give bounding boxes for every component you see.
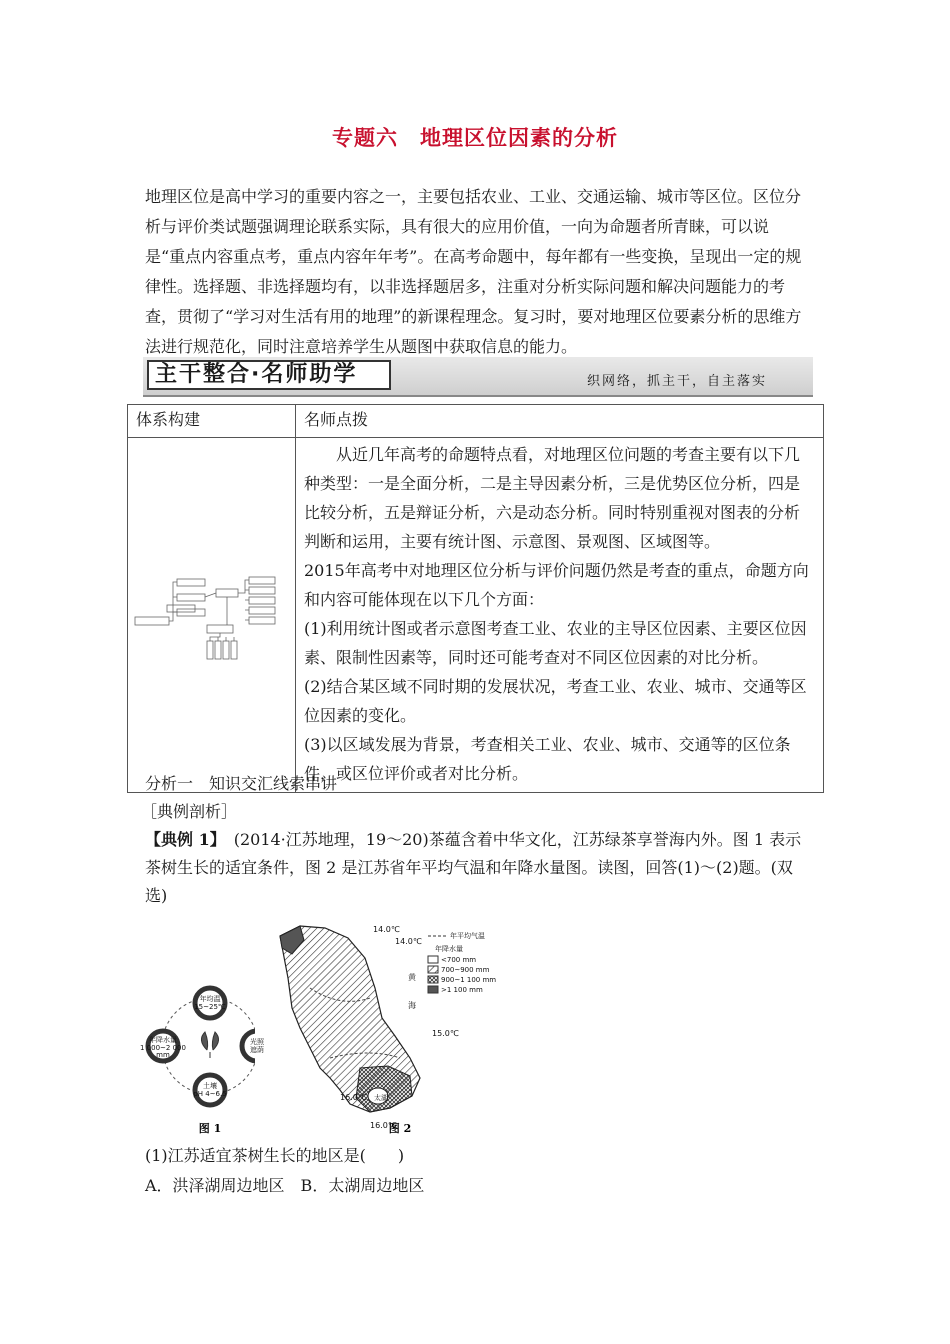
fig2-legend-title: 年降水量 bbox=[435, 945, 463, 953]
svg-text:遮荫: 遮荫 bbox=[250, 1046, 264, 1054]
tips-paragraph-5: (3)以区域发展为背景，考查相关工业、农业、城市、交通等的区位条件，或区位评价或者对比分析。 bbox=[304, 735, 791, 783]
fig1-item-rain: 年降水量 bbox=[149, 1036, 177, 1044]
analysis-heading: 分析一 知识交汇线索串讲 bbox=[145, 774, 338, 793]
figures bbox=[135, 918, 515, 1143]
tips-cell bbox=[296, 438, 824, 793]
intro-paragraph: 地理区位是高中学习的重要内容之一，主要包括农业、工业、交通运输、城市等区位。区位分析与评价类试题强调理论联系实际，具有很大的应用价值，一向为命题者所青睐，可以说是“重点内容重点考，重点内容年年考”。在高考命题中，每年都有一些变换，呈现出一定的规律性。选择题、非选择题均有，以非选择题居多，注重对分析实际问题和解决问题能力的考查，贯彻了“学习对生活有用的地理”的新课程理念。复习时，要对地理区位要素分析的思维方法进行规范化，同时注意培养学生从题图中获取信息的能力。 bbox=[145, 187, 802, 356]
figure-1-caption: 图 1 bbox=[198, 1122, 222, 1135]
question-1: (1)江苏适宜茶树生长的地区是( ) bbox=[145, 1146, 405, 1165]
table-header-tips: 名师点拨 bbox=[296, 405, 824, 438]
table-header-system: 体系构建 bbox=[128, 405, 296, 438]
example-label: 【典例 1】 bbox=[145, 830, 218, 849]
page-title: 专题六 地理区位因素的分析 bbox=[332, 126, 618, 150]
svg-text:15~25℃: 15~25℃ bbox=[194, 1003, 226, 1011]
case-heading: ［典例剖析］ bbox=[141, 802, 238, 821]
question-1-options: A．洪泽湖周边地区 B．太湖周边地区 bbox=[145, 1176, 425, 1195]
section-banner bbox=[143, 357, 813, 397]
figure-2-jiangsu-map bbox=[270, 918, 510, 1143]
svg-text:黄: 黄 bbox=[408, 973, 416, 982]
svg-text:太湖: 太湖 bbox=[374, 1094, 388, 1102]
banner-label: 主干整合·名师助学 bbox=[147, 360, 391, 390]
svg-text:16.0℃: 16.0℃ bbox=[370, 1121, 397, 1130]
fig2-legend-item-4: >1 100 mm bbox=[441, 986, 483, 994]
system-diagram-cell bbox=[128, 438, 296, 793]
banner-subtitle: 织网络，抓主干，自主落实 bbox=[586, 374, 767, 389]
svg-text:mm: mm bbox=[156, 1051, 170, 1059]
svg-text:16.0℃: 16.0℃ bbox=[340, 1093, 367, 1102]
svg-text:光照: 光照 bbox=[250, 1038, 264, 1046]
fig2-legend-line: 年平均气温 bbox=[450, 932, 485, 940]
fig1-item-temp: 年均温 bbox=[199, 995, 221, 1003]
tips-paragraph-1: 从近几年高考的命题特点看，对地理区位问题的考查主要有以下几种类型：一是全面分析，二是主导因素分析，三是优势区位分析，四是比较分析，五是辩证分析，六是动态分析。同时特别重视对图表的分析判断和运用，主要有统计图、示意图、景观图、区域图等。 bbox=[304, 445, 801, 551]
svg-text:1 000~2 000: 1 000~2 000 bbox=[140, 1044, 186, 1052]
knowledge-table bbox=[127, 404, 824, 793]
fig1-item-soil: 土壤 bbox=[203, 1082, 217, 1090]
tips-paragraph-2: 2015年高考中对地理区位分析与评价问题仍然是考查的重点，命题方向和内容可能体现在以下几个方面： bbox=[304, 561, 809, 609]
tips-paragraph-3: (1)利用统计图或者示意图考查工业、农业的主导区位因素、主要区位因素、限制性因素等，同时还可能考查对不同区位因素的对比分析。 bbox=[304, 619, 807, 667]
knowledge-tree-diagram bbox=[129, 439, 280, 779]
fig2-legend-item-1: <700 mm bbox=[441, 956, 477, 964]
svg-text:海: 海 bbox=[408, 1001, 416, 1010]
figure-2-caption: 图 2 bbox=[388, 1122, 412, 1135]
svg-text:pH 4~6.5: pH 4~6.5 bbox=[193, 1090, 227, 1098]
example-block bbox=[145, 826, 815, 910]
tips-paragraph-4: (2)结合某区域不同时期的发展状况，考查工业、农业、城市、交通等区位因素的变化。 bbox=[304, 677, 807, 725]
svg-text:14.0℃: 14.0℃ bbox=[373, 925, 400, 934]
example-text: (2014·江苏地理，19～20)茶蕴含着中华文化，江苏绿茶享誉海内外。图 1 表示茶树生长的适宜条件，图 2 是江苏省年平均气温和年降水量图。读图，回答(1)～(2)题。(双选) bbox=[145, 830, 802, 905]
svg-text:15.0℃: 15.0℃ bbox=[432, 1029, 459, 1038]
fig2-legend-item-2: 700~900 mm bbox=[441, 966, 490, 974]
fig2-legend-item-3: 900~1 100 mm bbox=[441, 976, 497, 984]
svg-text:14.0℃: 14.0℃ bbox=[395, 937, 422, 946]
